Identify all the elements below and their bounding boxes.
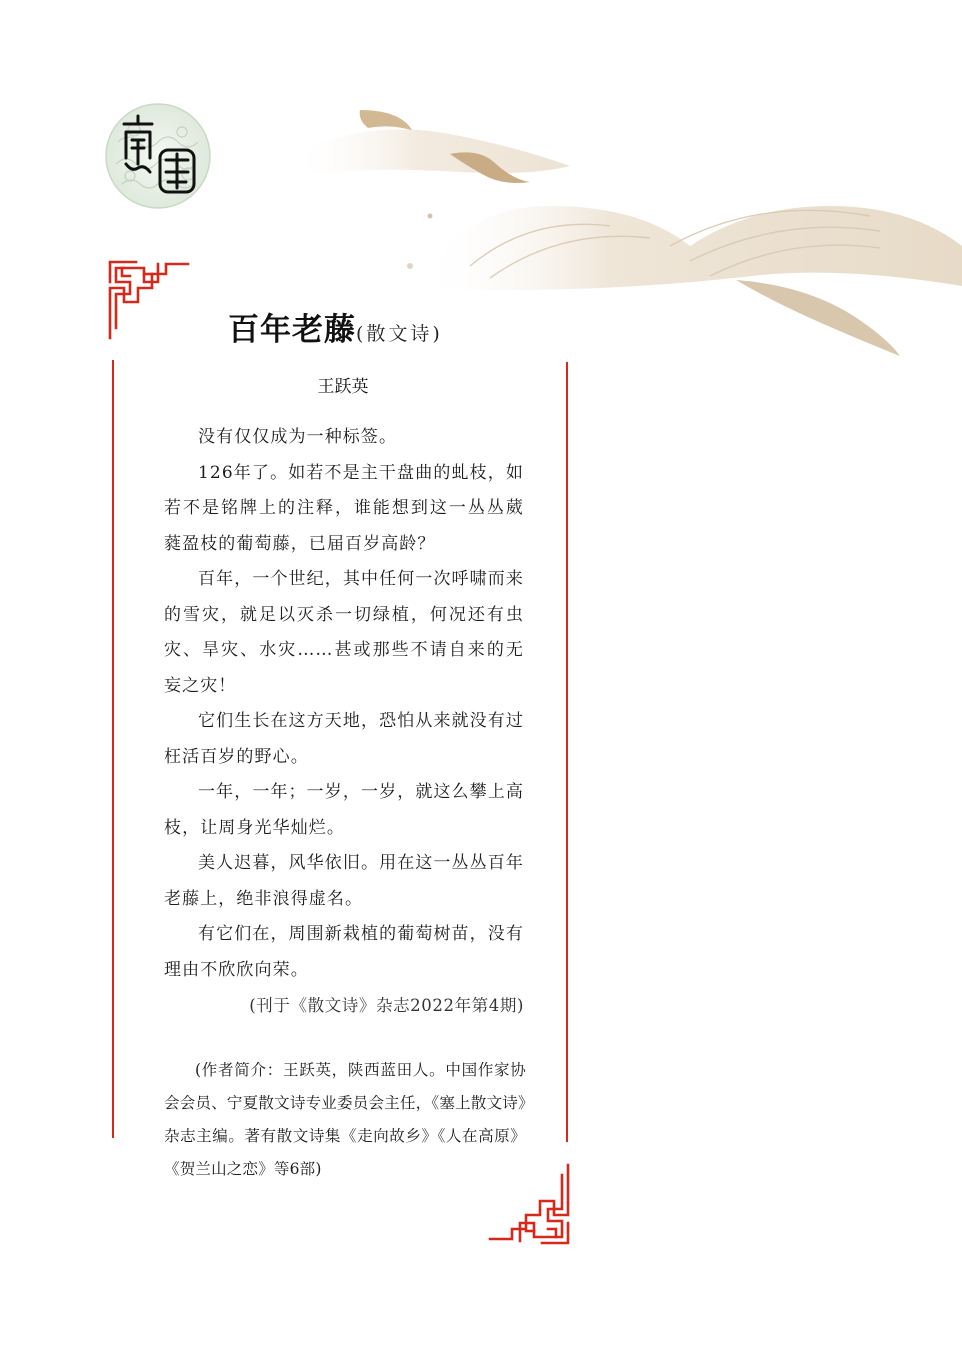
poem-paragraph: 126年了。如若不是主干盘曲的虬枝，如若不是铭牌上的注释，谁能想到这一丛丛葳蕤盈枝的葡萄藤，已届百岁高龄？	[164, 462, 524, 554]
article-title	[228, 304, 443, 349]
frame-line-left	[112, 360, 114, 1138]
poem-paragraph: 有它们在，周围新栽植的葡萄树苗，没有理由不欣欣向荣。	[164, 924, 524, 980]
author-name: 王跃英	[317, 377, 369, 397]
poem-paragraph: 没有仅仅成为一种标签。	[198, 427, 398, 447]
poem-paragraph: 美人迟暮，风华依旧。用在这一丛丛百年老藤上，绝非浪得虚名。	[164, 853, 524, 909]
genre-subtitle: (散文诗)	[356, 323, 443, 345]
frame-line-right	[566, 362, 568, 1142]
poem-paragraph: 一年，一年；一岁，一岁，就这么攀上高枝，让周身光华灿烂。	[164, 782, 524, 838]
poem-paragraph: 百年，一个世纪，其中任何一次呼啸而来的雪灾，就足以灭杀一切绿植，何况还有虫灾、旱灾、水灾……甚或那些不请自来的无妄之灾！	[164, 569, 524, 696]
author-bio: (作者简介：王跃英，陕西蓝田人。中国作家协会会员、宁夏散文诗专业委员会主任，《塞上散文诗》杂志主编。著有散文诗集《走向故乡》《人在高原》《贺兰山之恋》等6部)	[164, 1061, 526, 1178]
poem-body	[164, 420, 524, 1024]
poem-paragraph: 它们生长在这方天地，恐怕从来就没有过枉活百岁的野心。	[164, 711, 524, 767]
publication-source: (刊于《散文诗》杂志2022年第4期)	[249, 996, 524, 1015]
fretwork-corner-icon	[108, 260, 190, 340]
title-text: 百年老藤	[228, 312, 356, 348]
seal-badge-icon	[104, 102, 212, 210]
